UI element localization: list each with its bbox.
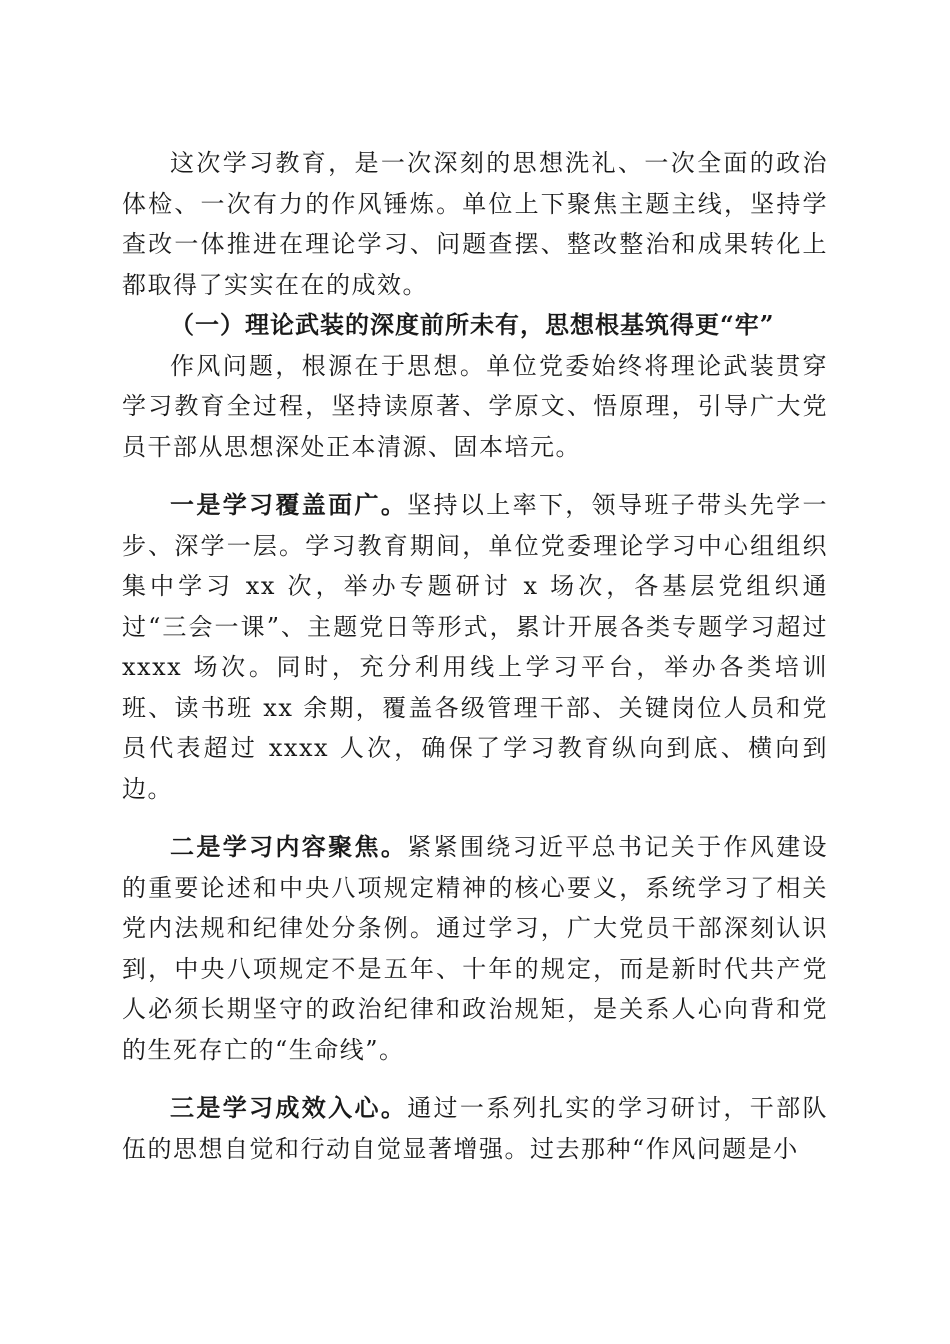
point-paragraph-3 [122, 1088, 828, 1169]
point-paragraph-1 [122, 485, 828, 809]
section-intro-paragraph: 作风问题，根源在于思想。单位党委始终将理论武装贯穿学习教育全过程，坚持读原著、学原文、悟原理，引导广大党员干部从思想深处正本清源、固本培元。 [122, 351, 828, 461]
point-text-2: 紧紧围绕习近平总书记关于作风建设的重要论述和中央八项规定精神的核心要义，系统学习了相关党内法规和纪律处分条例。通过学习，广大党员干部深刻认识到，中央八项规定不是五年、十年的规定，而是新时代共产党人必须长期坚守的政治纪律和政治规矩，是关系人心向背和党的生死存亡的“生命线”。 [122, 833, 828, 1064]
point-lead-3: 三是学习成效入心。 [170, 1093, 408, 1122]
point-text-3: 通过一系列扎实的学习研讨，干部队伍的思想自觉和行动自觉显著增强。过去那种“作风问题是小 [122, 1094, 828, 1163]
point-lead-1: 一是学习覆盖面广。 [170, 490, 408, 519]
point-text-1: 坚持以上率下，领导班子带头先学一步、深学一层。学习教育期间，单位党委理论学习中心组组织集中学习 xx 次，举办专题研讨 x 场次，各基层党组织通过“三会一课”、主题党日等形式，累计开展各类专题学习超过 xxxx 场次。同时，充分利用线上学习平台，举办各类培训班、读书班 xx 余期，覆盖各级管理干部、关键岗位人员和党员代表超过 xxxx 人次，确保了学习教育纵向到底、横向到边。 [122, 491, 828, 803]
intro-paragraph: 这次学习教育，是一次深刻的思想洗礼、一次全面的政治体检、一次有力的作风锤炼。单位上下聚焦主题主线，坚持学查改一体推进在理论学习、问题查摆、整改整治和成果转化上都取得了实实在在的成效。 [122, 149, 828, 299]
point-paragraph-2 [122, 827, 828, 1070]
document-page [122, 143, 828, 1169]
point-lead-2: 二是学习内容聚焦。 [170, 832, 408, 861]
section-heading: （一）理论武装的深度前所未有，思想根基筑得更“牢” [170, 310, 775, 339]
